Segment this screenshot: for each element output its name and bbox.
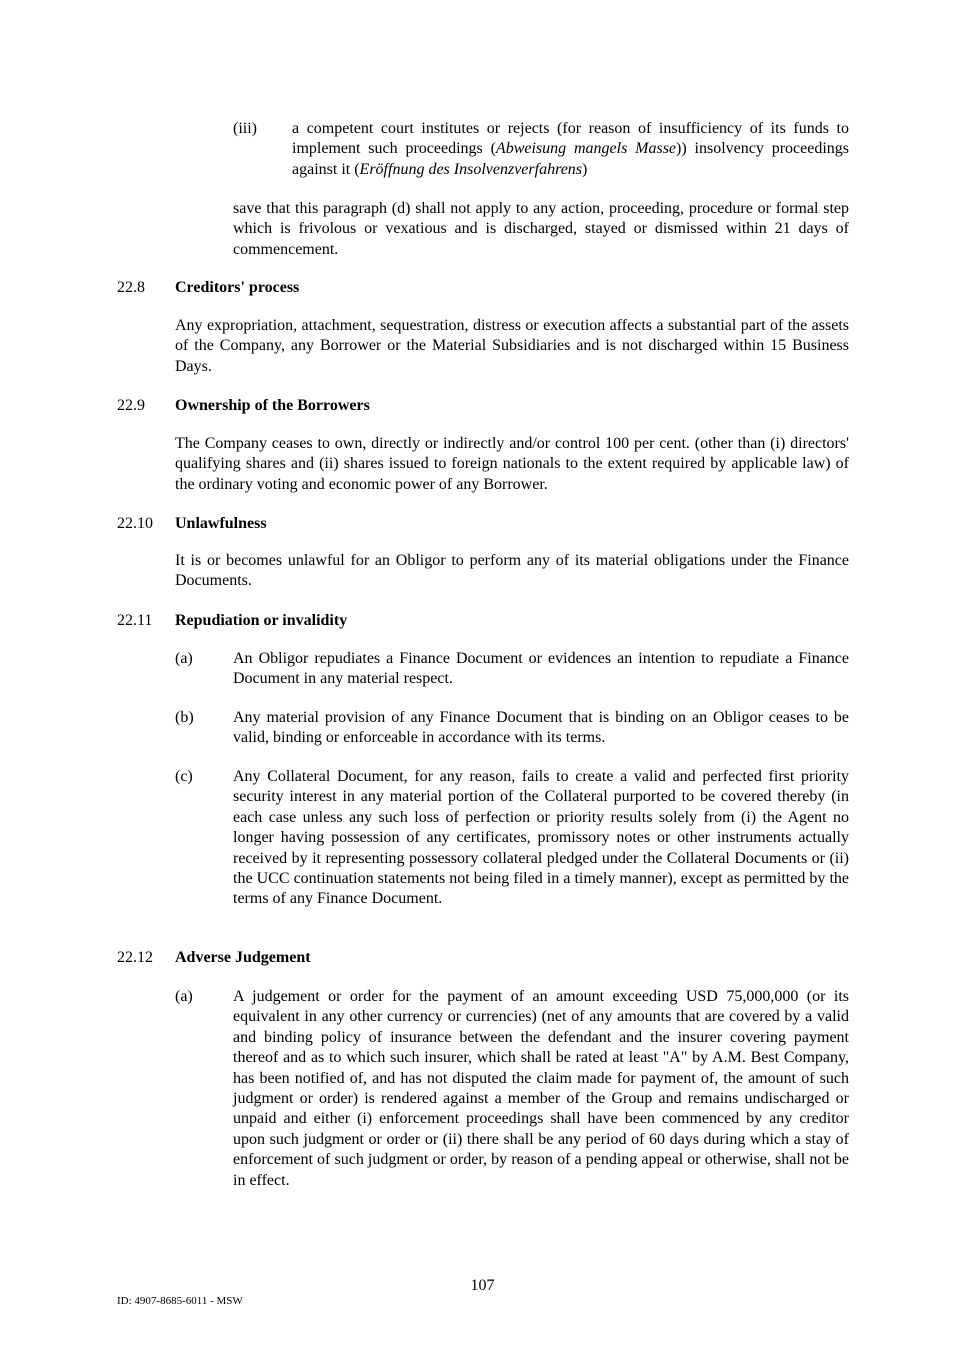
section-22-10-number: 22.10 bbox=[117, 515, 153, 532]
section-22-11-item-a-text: An Obligor repudiates a Finance Document or evidences an intention to repudiate a Finance Document in any material respect. bbox=[233, 650, 849, 688]
section-22-11-item-b-text: Any material provision of any Finance Document that is binding on an Obligor ceases to be valid, binding or enforceable in accordance with its terms. bbox=[233, 709, 849, 747]
section-22-10-title: Unlawfulness bbox=[175, 515, 267, 532]
item-iii-paragraph bbox=[292, 119, 849, 180]
page-number: 107 bbox=[470, 1277, 495, 1294]
section-22-12-item-a bbox=[233, 987, 849, 1191]
section-22-12-item-a-label: (a) bbox=[175, 988, 193, 1005]
section-22-11-item-c-text: Any Collateral Document, for any reason, fails to create a valid and perfected first priority security interest in any material portion of the Collateral purported to be covered thereby (in each case unless any such loss of perfection or priority results solely from (i) the Agent no longer having possession of any certificates, promissory notes or other instruments actually received by it representing possessory collateral pledged under the Collateral Documents or (ii) the UCC continuation statements not being filed in a timely manner), except as permitted by the terms of any Finance Document. bbox=[233, 768, 849, 908]
item-iii-italic-1: Abweisung mangels Masse bbox=[495, 140, 677, 158]
section-22-11-number: 22.11 bbox=[117, 612, 153, 629]
save-paragraph-text: save that this paragraph (d) shall not apply to any action, proceeding, procedure or formal step which is frivolous or vexatious and is discharged, stayed or dismissed within 21 days of commencement. bbox=[233, 200, 849, 258]
section-22-8-body bbox=[175, 316, 849, 377]
section-22-9-number: 22.9 bbox=[117, 397, 145, 414]
item-iii-text-part-1: a competent court institutes or rejects (for reason of insufficiency of its funds to implement such proceedings ( bbox=[292, 120, 849, 158]
section-22-12-number: 22.12 bbox=[117, 949, 153, 966]
section-22-10-body bbox=[175, 551, 849, 592]
section-22-9-body bbox=[175, 434, 849, 495]
section-22-11-title: Repudiation or invalidity bbox=[175, 612, 348, 629]
section-22-12-item-a-text: A judgement or order for the payment of an amount exceeding USD 75,000,000 (or its equivalent in any other currency or currencies) (net of any amounts that are covered by a valid and binding policy of insurance between the defendant and the insurer covering payment thereof and as to which such insurer, which shall be rated at least "A" by A.M. Best Company, has been notified of, and has not disputed the claim made for payment of, the amount of such judgment or order) is rendered against a member of the Group and remains undischarged or unpaid and either (i) enforcement proceedings shall have been commenced by any creditor upon such judgment or order or (ii) there shall be any period of 60 days during which a stay of enforcement of such judgment or order, by reason of a pending appeal or otherwise, shall not be in effect. bbox=[233, 988, 849, 1189]
section-22-8-title: Creditors' process bbox=[175, 279, 300, 296]
section-22-9-body-text: The Company ceases to own, directly or indirectly and/or control 100 per cent. (other than (i) directors' qualifying shares and (ii) shares issued to foreign nationals to the extent required by applicable law) of the ordinary voting and economic power of any Borrower. bbox=[175, 435, 849, 493]
item-iii-italic-2: Eröffnung des Insolvenzverfahrens bbox=[359, 160, 583, 178]
item-iii-number: (iii) bbox=[233, 120, 257, 137]
item-iii-text bbox=[292, 119, 849, 180]
section-22-11-item-b bbox=[233, 708, 849, 749]
section-22-8-body-text: Any expropriation, attachment, sequestration, distress or execution affects a substantial part of the assets of the Company, any Borrower or the Material Subsidiaries and is not discharged within 15 Business Days. bbox=[175, 317, 849, 375]
save-paragraph bbox=[233, 199, 849, 260]
section-22-11-item-a bbox=[233, 649, 849, 690]
section-22-11-item-c-label: (c) bbox=[175, 768, 193, 785]
section-22-8-number: 22.8 bbox=[117, 279, 145, 296]
document-id: ID: 4907-8685-6011 - MSW bbox=[117, 1295, 243, 1307]
section-22-11-item-c bbox=[233, 767, 849, 910]
section-22-12-title: Adverse Judgement bbox=[175, 949, 311, 966]
item-iii-text-part-3: ) bbox=[582, 160, 588, 178]
section-22-10-body-text: It is or becomes unlawful for an Obligor to perform any of its material obligations under the Finance Documents. bbox=[175, 552, 849, 590]
section-22-11-item-b-label: (b) bbox=[175, 709, 194, 726]
item-iii-text-part-2: )) insolvency proceedings against it ( bbox=[292, 140, 850, 178]
section-22-11-item-a-label: (a) bbox=[175, 650, 193, 667]
section-22-9-title: Ownership of the Borrowers bbox=[175, 397, 370, 414]
